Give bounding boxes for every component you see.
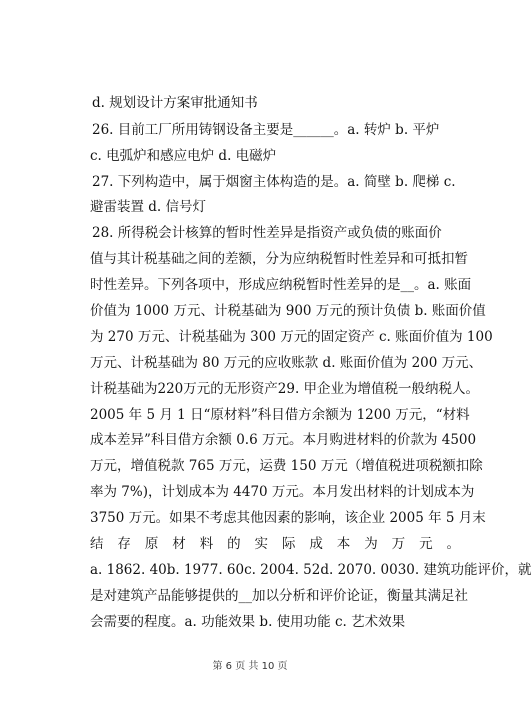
text-line-19: a. 1862. 40b. 1977. 60c. 2004. 52d. 2070. 0030. 建筑功能评价，就 — [90, 562, 531, 578]
text-line-9: 价值为 1000 万元、计税基础为 900 万元的预计负债 b. 账面价值 — [90, 303, 486, 319]
text-line-20: 是对建筑产品能够提供的__加以分析和评价论证，衡量其满足社 — [90, 588, 468, 604]
text-line-11: 万元、计税基础为 80 万元的应收账款 d. 账面价值为 200 万元、 — [90, 355, 483, 371]
text-line-8: 时性差异。下列各项中，形成应纳税暂时性差异的是__。a. 账面 — [90, 277, 472, 293]
text-line-7: 值与其计税基础之间的差额，分为应纳税暂时性差异和可抵扣暂 — [90, 251, 468, 267]
text-line-2: 26. 目前工厂所用铸钢设备主要是______。a. 转炉 b. 平炉 — [92, 122, 440, 138]
text-line-14: 成本差异”科目借方余额 0.6 万元。本月购进材料的价款为 4500 — [90, 432, 477, 448]
text-line-4: 27. 下列构造中，属于烟窗主体构造的是。a. 简壁 b. 爬梯 c. — [92, 174, 456, 190]
text-line-6: 28. 所得税会计核算的暂时性差异是指资产或负债的账面价 — [92, 225, 442, 241]
text-line-3: c. 电弧炉和感应电炉 d. 电磁炉 — [90, 148, 277, 164]
text-line-21: 会需要的程度。a. 功能效果 b. 使用功能 c. 艺术效果 — [90, 614, 406, 630]
text-line-5: 避雷装置 d. 信号灯 — [90, 199, 207, 215]
text-line-15: 万元，增值税款 765 万元，运费 150 万元（增值税进项税额扣除 — [90, 458, 483, 474]
text-line-13: 2005 年 5 月 1 日“原材料”科目借方余额为 1200 万元，“材料 — [90, 407, 470, 423]
text-line-17: 3750 万元。如果不考虑其他因素的影响，该企业 2005 年 5 月末 — [90, 510, 486, 526]
text-line-16: 率为 7%)，计划成本为 4470 万元。本月发出材料的计划成本为 — [90, 484, 475, 500]
page-footer: 第 6 页 共 10 页 — [212, 661, 288, 672]
text-line-18: 结 存 原 材 料 的 实 际 成 本 为 万 元 。 — [90, 536, 460, 552]
text-line-1: d. 规划设计方案审批通知书 — [92, 95, 258, 111]
text-line-10: 为 270 万元、计税基础为 300 万元的固定资产 c. 账面价值为 100 — [90, 329, 493, 345]
text-line-12: 计税基础为220万元的无形资产29. 甲企业为增值税一般纳税人。 — [90, 381, 480, 397]
